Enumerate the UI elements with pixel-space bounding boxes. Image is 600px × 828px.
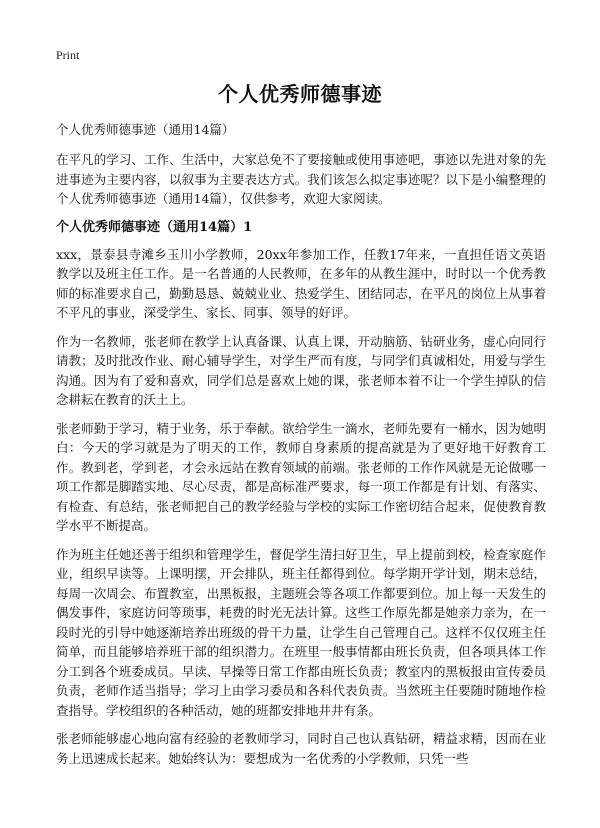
print-link[interactable]: Print (56, 48, 80, 62)
document-body (56, 150, 546, 777)
section-heading: 个人优秀师德事迹（通用14篇）1 (56, 219, 253, 235)
intro-paragraph: 在平凡的学习、工作、生活中，大家总免不了要接触或使用事迹吧，事迹以先进对象的先进事迹为主要内容，以叙事为主要表达方式。我们该怎么拟定事迹呢？以下是小编整理的个人优秀师德事迹（通用14篇），仅供参考，欢迎大家阅读。 (56, 152, 546, 206)
body-paragraph: xxx，景泰县寺滩乡玉川小学教师，20xx年参加工作，任教17年来，一直担任语文英语教学以及班主任工作。是一名普通的人民教师，在多年的从教生涯中，时时以一个优秀教师的标准要求自己，勤勤恳恳、兢兢业业、热爱学生、团结同志，在平凡的岗位上从事着不平凡的事业，深受学生、家长、同事、领导的好评。 (56, 246, 546, 320)
body-paragraph: 张老师勤于学习，精于业务，乐于奉献。欲给学生一滴水，老师先要有一桶水，因为她明白：今天的学习就是为了明天的工作，教师自身素质的提高就是为了更好地干好教育工作。教到老，学到老，才会永远站在教育领域的前端。张老师的工作作风就是无论做哪一项工作都是脚踏实地、尽心尽责，都是高标准严要求，每一项工作都是有计划、有落实、有检查、有总结，张老师把自己的教学经验与学校的实际工作密切结合起来，促使教育教学水平不断提高。 (56, 420, 546, 533)
body-paragraph: 作为一名教师，张老师在教学上认真备课、认真上课，开动脑筋、钻研业务，虚心向同行请教；及时批改作业、耐心辅导学生，对学生严而有度，与同学们真诚相处，用爱与学生沟通。因为有了爱和喜欢，同学们总是喜欢上她的课，张老师本着不让一个学生掉队的信念耕耘在教育的沃土上。 (56, 333, 546, 407)
body-paragraph: 作为班主任她还善于组织和管理学生，督促学生清扫好卫生，早上提前到校，检查家庭作业，组织早读等。上课明摆，开会排队，班主任都得到位。每学期开学计划，期末总结，每周一次周会、布置教室，出黑板报，主题班会等各项工作都要到位。加上每一天发生的偶发事件，家庭访问等琐事，耗费的时光无法计算。这些工作原先都是她亲力亲为，在一段时光的引导中她逐渐培养出班级的骨干力量，让学生自己管理自己。这样不仅仅班主任简单，而且能够培养班干部的组织潜力。在班里一般事情都由班长负责，但各项具体工作分工到各个班委成员。早读、早操等日常工作都由班长负责；教室内的黑板报由宣传委员负责，老师作适当指导；学习上由学习委员和各科代表负责。当然班主任要随时随地作检查指导。学校组织的各种活动，她的班都安排地井井有条。 (56, 546, 546, 718)
body-paragraph: 张老师能够虚心地向富有经验的老教师学习，同时自己也认真钻研，精益求精，因而在业务上迅速成长起来。她始终认为：要想成为一名优秀的小学教师，只凭一些 (56, 731, 546, 766)
document-subtitle: 个人优秀师德事迹（通用14篇） (56, 122, 235, 137)
document-title: 个人优秀师德事迹 (218, 82, 382, 106)
